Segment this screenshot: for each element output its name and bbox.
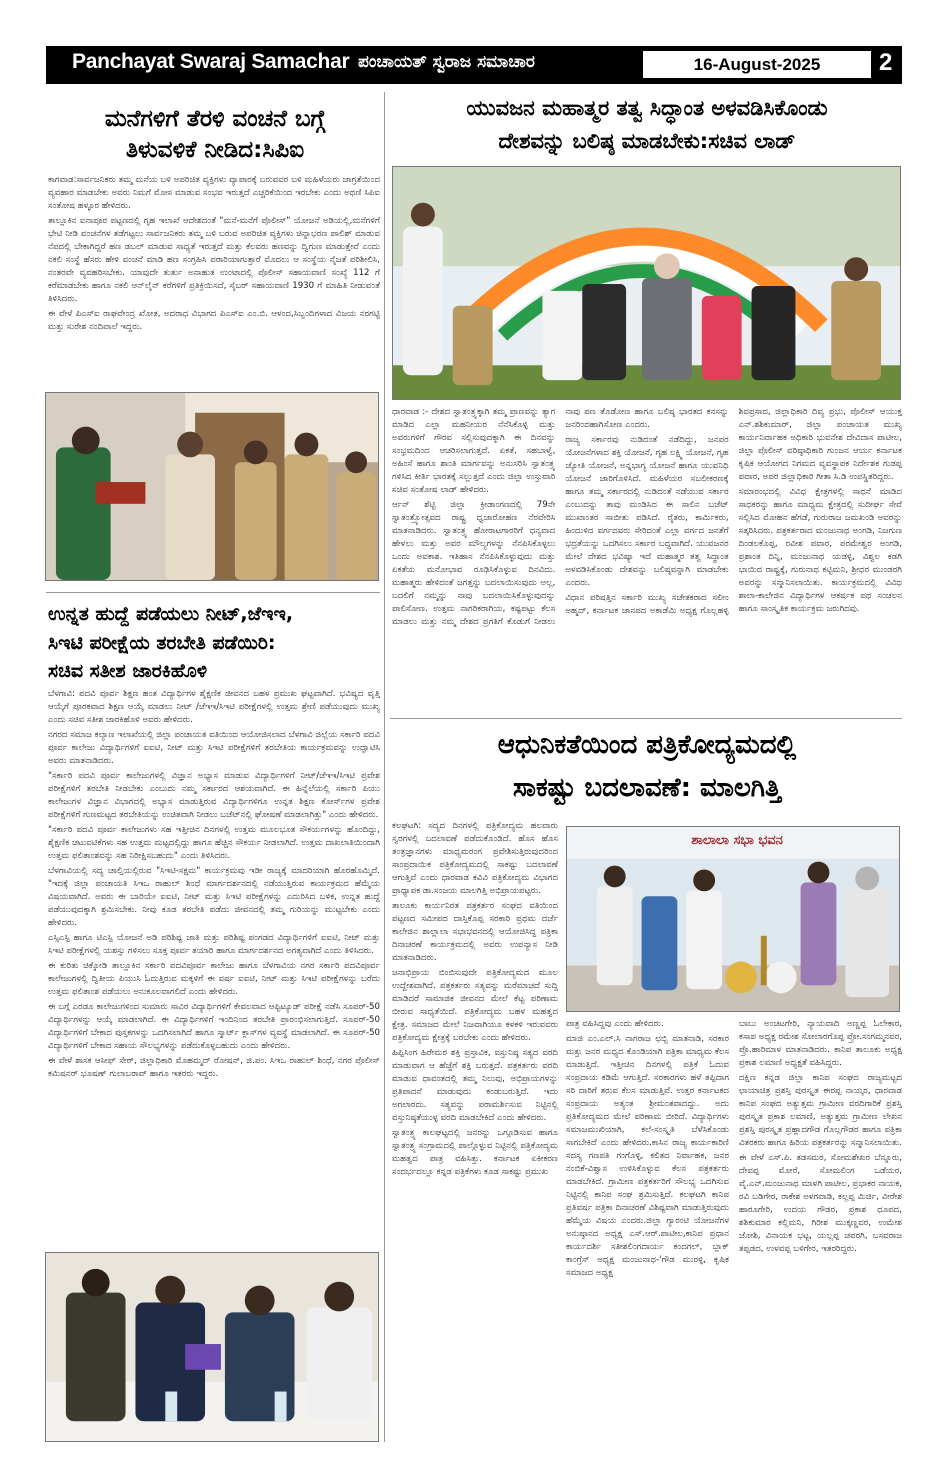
- article1-paragraph: ಈ ವೇಳೆ ಪಿಎಸ್ಐ ರಾಘವೇಂದ್ರ ಖೋತ, ಅದರಾಧ ವಿಭಾಗದ ಪಿಎಸ್ಐ ಎಂ.ಬಿ. ಆಳಂದ,ಸಿಬ್ಬಂದಿಗಳಾದ ವಿಜಯ ನರಗಟ್ಟಿ ಮತ್ತು ಸುರೇಶ ನಂದಿವಾಲೆ ಇದ್ದರು.: [48, 309, 380, 332]
- article2-paragraph: ಈ ವೇಳೆ ಶಾಸಕ ಆಸೀಫ್ ಸೇಠ್, ಜಿಲ್ಲಾಧಿಕಾರಿ ಮೊಹಮ್ಮದ್ ರೋಷನ್, ಜಿ.ಪಂ. ಸಿಇಒ ರಾಹುಲ್ ಶಿಂಧೆ, ನಗರ ಪೊಲೀಸ್ ಕಮಿಷನರ್ ಭೂಷಣ್ ಗುಲಾಬರಾವ್ ಹಾಗೂ ಇತರರು ಇದ್ದರು.: [48, 1056, 380, 1079]
- article2-headline: [48, 600, 382, 686]
- article2-headline-line3: ಸಚಿವ ಸತೀಶ ಜಾರಕಿಹೊಳಿ: [48, 660, 208, 682]
- article-divider: [46, 592, 380, 593]
- article1-paragraph: ತಾಲ್ಲೂಕಿನ ಐನಾಪೂರ ಪಟ್ಟಣದಲ್ಲಿ ಗೃಹ ಇಲಾಖೆ ಆದೇಶದಂತೆ "ಮನೆ-ಮನೆಗೆ ಪೊಲೀಸ್" ಯೋಜನೆ ಅಡಿಯಲ್ಲಿ,ಮನೆಗಳಿಗೆ ಭೇಟಿ ನೀಡಿ ವಂಚನೆಗಳ ತಡೆಗಟ್ಟಲು ಸಾರ್ವಜನಿಕರು ತಮ್ಮ ಬಳಿ ಬರುವ ಅಪರಿಚಿತ ವ್ಯಕ್ತಿಗಳು ಚಿನ್ನಾಭರಣ ಪಾಲಿಶ್ ಮಾಡುವ ನೆಪದಲ್ಲಿ ಬೇಕಾಗಿದ್ದರೆ ಹಣ ಡಬಲ್ ಮಾಡುವ ಸಾಧ್ಯತೆ ಇರುತ್ತದೆ ಮತ್ತು ಕೆಲವರು ಹಣವನ್ನು ದ್ವಿಗುಣ ಮಾಡುತ್ತೇವೆ ಎಂದು ನಕಲಿ ಸಂಸ್ಥೆ ಹೆಸರು ಹೇಳಿ ವಂಚನೆ ಮಾಡಿ ಹಣ ಸಂಗ್ರಹಿಸಿ ಪರಾರಿಯಾಗುತ್ತಾರೆ ಮೊದಲು ಆ ಸಂಸ್ಥೆಯ ನೈಜತೆ ಪರಿಶೀಲಿಸಿ, ನಂತರವೇ ವ್ಯವಹರಿಸಬೇಕು. ಯಾವುದೇ ತುರ್ತು ಅನಾಹುತ ಉಂಟಾದಲ್ಲಿ ಪೊಲೀಸ್ ಸಹಾಯವಾಣಿ ಸಂಖ್ಯೆ 112 ಗೆ ಕರೆಮಾಡಬೇಕು ಹಾಗೂ ನಕಲಿ ಆನ್‌ಲೈನ್ ಕರೆಗಳಿಗೆ ಪ್ರತಿಕ್ರಿಯಿಸದೆ, ಸೈಬರ್ ಸಹಾಯವಾಣಿ 1930 ಗೆ ಮಾಹಿತಿ ನೀಡುವಂತೆ ತಿಳಿಸಿದರು.: [48, 216, 380, 304]
- article2-paragraph: ಬೆಳಗಾವಿ: ಪದವಿ ಪೂರ್ವ ಶಿಕ್ಷಣ ಹಂತ ವಿದ್ಯಾರ್ಥಿಗಳ ಶೈಕ್ಷಣಿಕ ಜೀವನದ ಬಹಳ ಪ್ರಮುಖ ಘಟ್ಟವಾಗಿದೆ. ಭವಿಷ್ಯದ ವೃತ್ತಿ ಆಯ್ಕೆಗೆ ಪೂರಕವಾದ ಶಿಕ್ಷಣ ಆಯ್ಕೆ ಮಾಡಲು ನೀಟ್ /ಜೆಇಇ/ಸಿಇಟಿ ಪರೀಕ್ಷೆಗಳಲ್ಲಿ ಉತ್ತಮ ಶ್ರೇಣಿ ಪಡೆಯುವುದು ಮುಖ್ಯ ಎಂದು ಸಚಿವ ಸತೀಶ ಜಾರಕಿಹೊಳಿ ಅವರು ಹೇಳಿದರು.: [48, 689, 380, 725]
- article4-body-left: [392, 820, 558, 1442]
- article1-photo: [45, 392, 379, 581]
- article4-headline: [390, 724, 904, 810]
- article4-paragraph: ಸ್ವಾತಂತ್ರ್ಯ ಕಾಲಘಟ್ಟದಲ್ಲಿ ಜನರನ್ನು ಒಗ್ಗೂಡಿಸುವ ಹಾಗೂ ಸ್ವಾತಂತ್ರ್ಯ ಸಂಗ್ರಾಮದಲ್ಲಿ ಪಾಲ್ಗೊಳ್ಳುವ ನಿಟ್ಟಿನಲ್ಲಿ ಪತ್ರಿಕೋದ್ಯಮ ಮಹತ್ವದ ಪಾತ್ರ ವಹಿಸಿತ್ತು. ಕರ್ನಾಟಕ ಏಕೀಕರಣ ಸಂದರ್ಭದಲ್ಲೂ ಕನ್ನಡ ಪತ್ರಿಕೆಗಳು ಕೂಡ ಸಾಕಷ್ಟು ಪ್ರಮುಖ: [392, 1128, 558, 1177]
- article3-paragraph: ರಾಜ್ಯ ಸರ್ಕಾರವು ನುಡಿದಂತೆ ನಡೆದಿದ್ದು, ಜನಪರ ಯೋಜನೆಗಳಾದ ಶಕ್ತಿ ಯೋಜನೆ, ಗೃಹ ಲಕ್ಷ್ಮಿ ಯೋಜನೆ, ಗೃಹ ಜ್ಯೋತಿ ಯೋಜನೆ, ಅನ್ನಭಾಗ್ಯ ಯೋಜನೆ ಹಾಗೂ ಯುವನಿಧಿ ಯೋಜನೆ ಜಾರಿಗೊಳಿಸಿದೆ. ಮಹಿಳೆಯರ ಸಬಲೀಕರಣಕ್ಕೆ ಹಾಗೂ ತಮ್ಮ ಸರ್ಕಾರದಲ್ಲಿ ನುಡಿದಂತೆ ನಡೆಯುವ ಸರ್ಕಾರ ಎಂಬುದನ್ನು ತಾವು ಮಂಡಿಸಿದ ಈ ಸಾಲಿನ ಬಜೆಟ್ ಮುಖಾಂತರ ಸಾಬೀತು ಪಡಿಸಿದೆ. ರೈತರು, ಕಾರ್ಮಿಕರು, ಹಿಂದುಳಿದ ವರ್ಗದವರು ಸೇರಿದಂತೆ ಎಲ್ಲಾ ವರ್ಗದ ಜನತೆಗೆ ಭದ್ರತೆಯನ್ನು ಒದಗಿಸಲು ಸರ್ಕಾರ ಬದ್ಧವಾಗಿದೆ. ಯುವಜನರ ಮೇಲೆ ದೇಶದ ಭವಿಷ್ಯಾ ಇದೆ ಮಹಾತ್ಮರ ತತ್ವ ಸಿದ್ಧಾಂತ ಅಳವಡಿಸಿಕೊಂಡು ದೇಶವನ್ನು ಬಲಿಷ್ಠವನ್ನಾಗಿ ಮಾಡಬೇಕು ಎಂದರು.: [565, 435, 729, 588]
- article4-headline-line2: ಸಾಕಷ್ಟು ಬದಲಾವಣೆ: ಮಾಲಗಿತ್ತಿ: [512, 772, 781, 803]
- article1-headline: [48, 104, 382, 166]
- article2-headline-line1: ಉನ್ನತ ಹುದ್ದೆ ಪಡೆಯಲು ನೀಟ್,ಜೆಇಇ,: [48, 603, 294, 625]
- article2-paragraph: ಬೆಳಗಾವಿಯಲ್ಲಿ ಸದ್ಯ ಚಾಲ್ತಿಯಲ್ಲಿರುವ "ಸಿಇಟಿ-ಸಕ್ಷಮ" ಕಾರ್ಯಕ್ರಮವು ಇಡೀ ರಾಜ್ಯಕ್ಕೆ ಮಾದರಿಯಾಗಿ ಹೊರಹೊಮ್ಮಿದೆ. "ಇದಕ್ಕೆ ಜಿಲ್ಲಾ ಪಂಚಾಯತಿ ಸಿಇಒ ರಾಹುಲ್ ಶಿಂಧೆ ಮಾರ್ಗದರ್ಶನದಲ್ಲಿ ನಡೆಯುತ್ತಿರುವ ಕಾರ್ಯಕ್ರಮದ ಹೆಮ್ಮೆಯ ವಿಷಯವಾಗಿದೆ. ಅವರು ಈ ಬಾರಿಯೇ ಐಐಟಿ, ನೀಟ್ ಮತ್ತು ಸಿಇಟಿ ಪರೀಕ್ಷೆಗಳನ್ನು ಎದುರಿಸಿದ ಬಳಿಕ, ಉನ್ನತ ಹುದ್ದೆ ಪಡೆಯುವುದಕ್ಕಾಗಿ ಶ್ರಮಿಸಬೇಕು. ನೀವು ಕೂಡ ತರಬೇತಿ ಪಡೆದು ಜೀವನದಲ್ಲಿ ತಮ್ಮ ಗುರಿಯನ್ನು ಮುಟ್ಟಬೇಕು ಎಂದು ಹೇಳಿದರು.: [48, 866, 380, 928]
- article4-body-right: [566, 1018, 902, 1442]
- article1-body: [48, 174, 380, 384]
- article4-paragraph: ತಾಲೂಕು ಕಾರ್ಯನಿರತ ಪತ್ರಕರ್ತರ ಸಂಘದ ವತಿಯಿಂದ ಪಟ್ಟಣದ ಸಮೀಪದ ದಾಸ್ತಿಕೊಪ್ಪ ಸರಕಾರಿ ಪ್ರಥಮ ದರ್ಜೆ ಕಾಲೇಜಿನ ಶಾಲ್ಲಾಲಾ ಸಭಾಭವನದಲ್ಲಿ ಆಯೋಜಿಸಿದ್ದ ಪತ್ರಿಕಾ ದಿನಾಚರಣೆ ಕಾರ್ಯಕ್ರಮದಲ್ಲಿ ಅವರು ಉಪನ್ಯಾಸ ನೀಡಿ ಮಾತನಾಡಿದರು.: [392, 901, 558, 963]
- article3-photo: [392, 166, 901, 400]
- page-number: 2: [879, 49, 893, 76]
- article2-paragraph: "ಸರ್ಕಾರಿ ಪದವಿ ಪೂರ್ವ ಕಾಲೇಜುಗಳಲ್ಲಿ ವಿಜ್ಞಾನ ಅಭ್ಯಾಸ ಮಾಡುವ ವಿದ್ಯಾರ್ಥಿಗಳಿಗೆ ನೀಟ್/ಜೆಇಇ/ಸಿಇಟಿ ಪ್ರವೇಶ ಪರೀಕ್ಷೆಗಳಿಗೆ ತರಬೇತಿ ನೀಡಬೇಕು ಎಂಬುದು ನಮ್ಮ ಸರ್ಕಾರದ ಆಶಯವಾಗಿದೆ. ಈ ಹಿನ್ನೆಲೆಯಲ್ಲಿ ಸರ್ಕಾರಿ ಪಿಯು ಕಾಲೇಜುಗಳ ವಿಜ್ಞಾನ ವಿಭಾಗದಲ್ಲಿ ಅಭ್ಯಾಸ ಮಾಡುತ್ತಿರುವ ವಿದ್ಯಾರ್ಥಿಗಳಿಗೂ ಉನ್ನತ ಶಿಕ್ಷಣ ಕೋರ್ಸ್‌ಗಳ ಪ್ರವೇಶ ಪರೀಕ್ಷೆಗಳಿಗೆ ಗುಣಮಟ್ಟದ ತರಬೇತಿಯನ್ನು ಉಚಿತವಾಗಿ ನೀಡಲು ಬಜೆಟ್‌ನಲ್ಲಿ ಘೋಷಣೆ ಮಾಡಲಾಗಿತ್ತು" ಎಂದು ಹೇಳಿದರು.: [48, 771, 380, 820]
- article4-paragraph: ಕಲಘಟಗಿ: ಸದ್ಯದ ದಿನಗಳಲ್ಲಿ ಪತ್ರಿಕೋದ್ಯಮ ಹಲವಾರು ಸ್ವರಗಳಲ್ಲಿ ಬದಲಾವಣೆ ಪಡೆದುಕೊಂಡಿದೆ. ಹೊಸ ಹೊಸ ತಂತ್ರಜ್ಞಾನಗಳು ಮಾಧ್ಯಮರಂಗ ಪ್ರವೇಶಿಸುತ್ತಿರುವುದರಿಂದ ಸಾಂಪ್ರದಾಯಿಕ ಪತ್ರಿಕೋದ್ಯಮದಲ್ಲಿ ಸಾಕಷ್ಟು ಬದಲಾವಣೆ ಆಗುತ್ತಿವೆ ಎಂದು ಧಾರವಾಡ ಕವಿವಿ ಪತ್ರಿಕೋದ್ಯಮ ವಿಭಾಗದ ಪ್ರಾಧ್ಯಾಪಕ ಡಾ.ಸಂಜಯ ಮಾಲಗಿತ್ತಿ ಅಭಿಪ್ರಾಯಪಟ್ಟರು.: [392, 821, 558, 896]
- article1-headline-line2: ತಿಳುವಳಿಕೆ ನೀಡಿದ:ಸಿಪಿಐ: [125, 137, 305, 164]
- article4-headline-line1: ಆಧುನಿಕತೆಯಿಂದ ಪತ್ರಿಕೋದ್ಯಮದಲ್ಲಿ: [497, 730, 797, 760]
- article3-paragraph: ವಿಧಾನ ಪರಿಷತ್ತಿನ ಸರ್ಕಾರಿ ಮುಖ್ಯ ಸಚೇತಕರಾದ ಸಲೀಂ ಅಹ್ಮದ್, ಕರ್ನಾಟಕ ಜಾನಪದ ಅಕಾಡೆಮಿ ಅಧ್ಯಕ್ಷ ಗೊಲ್ಲಹಳ್ಳಿ ಶಿವಪ್ರಸಾದ, ಜಿಲ್ಲಾಧಿಕಾರಿ ದಿವ್ಯ ಪ್ರಭು, ಪೊಲೀಸ್ ಆಯುಕ್ತ ಎನ್.ಶಶಿಕುಮಾರ್, ಜಿಲ್ಲಾ ಪಂಚಾಯತ ಮುಖ್ಯ ಕಾರ್ಯನಿರ್ವಾಹಕ ಅಧಿಕಾರಿ ಭುವನೇಶ ದೇವಿದಾಸ ಪಾಟೀಲ, ಜಿಲ್ಲಾ ಪೊಲೀಸ್ ವರಿಷ್ಠಾಧಿಕಾರಿ ಗುಂಜನ ಆರ್ಯ ಕರ್ನಾಟಕ ಕೃಷಿಕ ಆಯೋಗದ ನಿಗಮದ ವ್ಯವಸ್ಥಾಪಕ ನಿರ್ದೇಶಕ ಗುಡಪ್ಪ ಪವಾರ, ಅಪರ ಜಿಲ್ಲಾಧಿಕಾರಿ ಗೀತಾ ಸಿ.ಡಿ ಉಪಸ್ಥಿತರಿದ್ದರು.: [565, 407, 902, 616]
- article-divider: [390, 718, 902, 719]
- article2-paragraph: ಎಸ್ಸಿಎಸ್ಪಿ ಹಾಗೂ ಟಿಎಸ್ಪಿ ಯೋಜನೆ ಅಡಿ ಪರಿಶಿಷ್ಟ ಜಾತಿ ಮತ್ತು ಪರಿಶಿಷ್ಟ ಪಂಗಡದ ವಿದ್ಯಾರ್ಥಿಗಳಿಗೆ ಐಐಟಿ, ನೀಟ್ ಮತ್ತು ಸಿಇಟಿ ಪರೀಕ್ಷೆಗಳಲ್ಲಿ ಯಶಸ್ಸು ಗಳಿಸಲು ಸೂಕ್ತ ಪೂರ್ವ ತಯಾರಿ ಹಾಗೂ ಮಾರ್ಗದರ್ಶನದ ಅಗತ್ಯವಾಗಿದೆ ಎಂದು ತಿಳಿಸಿದರು.: [48, 933, 380, 956]
- masthead-title-en: Panchayat Swaraj Samachar: [72, 50, 350, 73]
- column-divider: [384, 92, 385, 1442]
- article4-paragraph: ಪಾತ್ರ ವಹಿಸಿದ್ದವು ಎಂದು ಹೇಳಿದರು.: [566, 1019, 664, 1029]
- article2-body: [48, 688, 380, 1244]
- article2-paragraph: ಈ ಕುರಿತು ಚಿಕ್ಕೋಡಿ ತಾಲ್ಲೂಕಿನ ಸರ್ಕಾರಿ ಪದವಿಪೂರ್ವ ಕಾಲೇಜು ಹಾಗೂ ಬೆಳಗಾವಿಯ ನಗರ ಸರ್ಕಾರಿ ಪದವಿಪೂರ್ವ ಕಾಲೇಜುಗಳಲ್ಲಿ ದ್ವಿತೀಯ ಪಿಯುಸಿ ಓದುತ್ತಿರುವ ಮಕ್ಕಳಿಗೆ ಈ ವರ್ಷ ಐಐಟಿ, ನೀಟ್ ಮತ್ತು ಸಿಇಟಿ ಪರೀಕ್ಷೆಗಳನ್ನು ಬರೆದು ಉತ್ತಮ ಫಲಿತಾಂಶ ಪಡೆಯಲು ಅನುಕೂಲವಾಗಲಿದೆ ಎಂದು ಹೇಳಿದರು.: [48, 961, 380, 997]
- article4-paragraph: ದಕ್ಷಿಣ ಕನ್ನಡ ಜಿಲ್ಲಾ ಕಾನಿಪ ಸಂಘದ ರಾಜ್ಯಮಟ್ಟದ ಛಾಯಾಚಿತ್ರ ಪ್ರಶಸ್ತಿ ಪುರಸ್ಕೃತ ಈರಪ್ಪ ನಾಯ್ಕರ, ಧಾರವಾಡ ಕಾನಿಪ ಸಂಘದ ಅತ್ಯುತ್ತಮ ಗ್ರಾಮೀಣ ವರದಿಗಾರಿಕೆ ಪ್ರಶಸ್ತಿ ಪುರಸ್ಕೃತ ಪ್ರಕಾಶ ಲಮಾಣಿ, ಅತ್ಯುತ್ತಮ ಗ್ರಾಮೀಣ ಲೇಖನ ಪ್ರಶಸ್ತಿ ಪುರಸ್ಕೃತ ಪ್ರಹ್ಲಾದಗೌಡ ಗೊಲ್ಲಗೌಡರ ಹಾಗೂ ಪತ್ರಿಕಾ ವಿತರಕರು ಹಾಗೂ ಹಿರಿಯ ಪತ್ರಕರ್ತರನ್ನು ಸನ್ಮಾನಿಸಲಾಯಿತು.: [739, 1073, 902, 1148]
- article2-paragraph: "ಸರ್ಕಾರಿ ಪದವಿ ಪೂರ್ವ ಕಾಲೇಜುಗಳು ಸಹ ಇತ್ತೀಚಿನ ದಿನಗಳಲ್ಲಿ ಉತ್ತಮ ಮೂಲಭೂತ ಸೌಕರ್ಯಗಳನ್ನು ಹೊಂದಿದ್ದು, ಶೈಕ್ಷಣಿಕ ಚಟುವಟಿಕೆಗಳು ಸಹ ಉತ್ತಮ ಮಟ್ಟದಲ್ಲಿದ್ದು ಹಾಗೂ ಹೆಚ್ಚಿನ ಸೌಕರ್ಯ ನೀಡಲಾಗಿದೆ. ಉತ್ತಮ ದಾಖಲಾತಿಯಿಂದಾಗಿ ಉತ್ತಮ ಫಲಿತಾಂಶವನ್ನು ಸಹ ನಿರೀಕ್ಷಿಸಬಹುದು" ಎಂದು ತಿಳಿಸಿದರು.: [48, 825, 380, 861]
- article3-paragraph: ಸಮಾರಂಭದಲ್ಲಿ ವಿವಿಧ ಕ್ಷೇತ್ರಗಳಲ್ಲಿ ಸಾಧನೆ ಮಾಡಿದ ಸಾಧಕರನ್ನು ಹಾಗೂ ಮಾಧ್ಯಮ ಕ್ಷೇತ್ರದಲ್ಲಿ ಸುದೀರ್ಘ ಸೇವೆ ಸಲ್ಲಿಸಿದ ಮೋಹನ ಹೆಗಡೆ, ಗುರುರಾಜ ಜಮಖಂಡಿ ಅವರನ್ನು ಸತ್ಕರಿಸಿದರು. ಪತ್ರಕರ್ತರಾದ ಮಂಜುನಾಥ ಅಂಗಡಿ, ನಿಜಗುಣ ದಿಂಡಲಕೊಪ್ಪ, ರವೀಶ ಪವಾರ, ಪರಮೇಶ್ವರ ಅಂಗಡಿ, ಪ್ರಶಾಂತ ದಿನ್ನಿ, ಮಂಜುನಾಥ ಯಡಳ್ಳಿ, ವಿಶ್ವಲ ಕಡಗಿ ಭಾಯಿದ ರಾಷ್ಟ್ರಕ್ಕೆ, ಗುರುನಾಥ ಕಟ್ಟಿಮನಿ, ಶ್ರೀಧರ ಮುಂಡರಗಿ ಅವರನ್ನು ಸನ್ಮಾನಿಸಲಾಯಿತು. ಕಾರ್ಯಕ್ರಮದಲ್ಲಿ ವಿವಿಧ ಶಾಲಾ-ಕಾಲೇಜಿನ ವಿದ್ಯಾರ್ಥಿಗಳ ಆಕರ್ಷಕ ಪಥ ಸಂಚಲನ ಹಾಗೂ ಸಾಂಸ್ಕೃತಿಕ ಕಾರ್ಯಕ್ರಮ ಜರುಗಿದವು.: [738, 487, 902, 614]
- article2-paragraph: ಈ ಬಗ್ಗೆ ಎರಡೂ ಕಾಲೇಜುಗಳಿಂದ ಸುಮಾರು ಸಾವಿರ ವಿದ್ಯಾರ್ಥಿಗಳಿಗೆ ಕೇವಲವಾದ ಆಪ್ಟಿಟ್ಯೂಡ್ ಪರೀಕ್ಷೆ ನಡೆಸಿ ಸೂಪರ್-50 ವಿದ್ಯಾರ್ಥಿಗಳನ್ನು ಆಯ್ಕೆ ಮಾಡಲಾಗಿದೆ. ಈ ವಿದ್ಯಾರ್ಥಿಗಳಿಗೆ ಇಂದಿನಿಂದ ತರಬೇತಿ ಪ್ರಾರಂಭಿಸಲಾಗುತ್ತಿದೆ. ಸೂಪರ್-50 ವಿದ್ಯಾರ್ಥಿಗಳಿಗೆ ಬೇಕಾದ ಪುಸ್ತಕಗಳನ್ನು ಒದಗಿಸಲಾಗಿದೆ ಹಾಗೂ ಸ್ಮಾರ್ಟ್ ಕ್ಲಾಸ್‌ಗಳ ವ್ಯವಸ್ಥೆ ಮಾಡಲಾಗಿದೆ. ಈ ಸೂಪರ್-50 ವಿದ್ಯಾರ್ಥಿಗಳಿಗೆ ಬೇಕಾದ ಸಹಾಯ ಸೌಲಭ್ಯಗಳನ್ನು ಪಡೆದುಕೊಳ್ಳಬಹುದು ಎಂದು ಹೇಳಿದರು.: [48, 1002, 380, 1051]
- article3-headline-line2: ದೇಶವನ್ನು ಬಲಿಷ್ಠ ಮಾಡಬೇಕು:ಸಚಿವ ಲಾಡ್: [498, 128, 796, 153]
- article1-headline-line1: ಮನೆಗಳಿಗೆ ತೆರಳಿ ವಂಚನೆ ಬಗ್ಗೆ: [104, 106, 326, 132]
- article3-paragraph: ರ್ಆನ್ ಶೆಟ್ಟಿ ಜಿಲ್ಲಾ ಕ್ರೀಡಾಂಗಣದಲ್ಲಿ 79ನೇ ಸ್ವಾತಂತ್ರ್ಯೋತ್ಸವದ ರಾಷ್ಟ್ರ ಧ್ವಜಾರೋಹಣ ನೆರವೇರಿಸಿ ಮಾತನಾಡಿದರು. ಸ್ವಾತಂತ್ರ್ಯ ಹೋರಾಟಗಾರರಿಗೆ ಧನ್ಯವಾದ ಹೇಳಲು ಮತ್ತು ಅವರ ಮೌಲ್ಯಗಳನ್ನು ನೆನಪಿಸಿಕೊಳ್ಳಲು ಒಂದು ಅವಕಾಶ. ಇತಿಹಾಸ ನೆನಪಿಸಿಕೊಳ್ಳುವುದು ಮತ್ತು ಏಕತೆಯ ಮನೋಭಾವ ರೂಢಿಸಿಕೊಳ್ಳುವ ದಿನವಿದು. ಮಹಾತ್ಮರು ಹೇಳಿದಂತೆ ಜಗತ್ತನ್ನು ಬದಲಾಯಿಸುವುದು ಅಲ್ಲ, ಬದಲಿಗೆ ನಮ್ಮನ್ನು ನಾವು ಬದಲಾಯಿಸಿಕೊಳ್ಳುವುದನ್ನು ಪಾಲಿಸೋಣ. ಉತ್ತಮ ನಾಗರಿಕರಾಗಿಯ, ಕಷ್ಟಪಟ್ಟು ಕೆಲಸ ಮಾಡಲು ಮತ್ತು ನಮ್ಮ ದೇಶದ ಪ್ರಗತಿಗೆ ಕೊಡುಗೆ ನೀಡಲು ನಾವು ಪಣ ತೊಡೋಣ ಹಾಗೂ ಬಲಿಷ್ಠ ಭಾರತದ ಕನಸನ್ನು ಜನರಿಂದಹಾಗಿಸೋಣ ಎಂದರು.: [392, 407, 729, 627]
- article2-paragraph: ನಗರದ ಸಮಾಜ ಕಲ್ಯಾಣ ಇಲಾಖೆಯಲ್ಲಿ ಜಿಲ್ಲಾ ಪಂಚಾಯತ ವತಿಯಿಂದ ಆಯೋಜಿಸಲಾದ ಬೆಳಗಾವಿ ಜಿಲ್ಲೆಯ ಸರ್ಕಾರಿ ಪದವಿ ಪೂರ್ವ ಕಾಲೇಜು ವಿದ್ಯಾರ್ಥಿಗಳಿಗೆ ಐಐಟಿ, ನೀಟ್ ಮತ್ತು ಸಿಇಟಿ ಪರೀಕ್ಷೆಗಳಿಗೆ ತರಬೇತಿಯ ಕಾರ್ಯಕ್ರಮವನ್ನು ಉದ್ಘಾಟಿಸಿ ಅವರು ಮಾತನಾಡಿದರು.: [48, 730, 380, 766]
- article4-paragraph: ಈ ವೇಳೆ ಎಸ್.ಪಿ. ತಡಸಮಠ, ಸೋಮಶೇಖರ ಬೆನ್ನೂರು, ದೇವಪ್ಪ ಮೋರೆ, ಸೋಮಲಿಂಗ ಒಡೆಯರ, ವೈ.ಎನ್.ಮಂಜುನಾಥ ಮಾಳಗಿ ಪಾಟೀಲ, ಪ್ರಭಾಕರ ನಾಯಕ, ರವಿ ಬಡಿಗೇರ, ರಾಕೇಶ ಅಳಗವಾಡಿ, ಕಲ್ಲಪ್ಪ ಮಿರ್ಜಿ, ವೀರೇಶ ಹಾರೂಗೇರಿ, ಉದಯ ಗೌಡರ, ಪ್ರಕಾಶ ಧೂಪದ, ಶಶಿಕುಮಾರ ಕಲ್ಲಿಮನಿ, ಗಿರೀಶ ಮುಕ್ಕಣ್ಣವರ, ಉಮೇಶ ಜೋಶಿ, ವಿನಾಯಕ ಭಟ್ಟ, ಯಲ್ಲಪ್ಪ ಚವರಗಿ, ಬಸವರಾಜ ತಪ್ಪಡದ, ಉಳವಪ್ಪ ಬಳಿಗೇರ, ಇತರರಿದ್ದರು.: [739, 1153, 902, 1254]
- article4-paragraph: ಮಾಜಿ ಎಂ.ಎಲ್.ಸಿ ನಾಗರಾಜ ಛಬ್ಬಿ ಮಾತನಾಡಿ, ಸರಕಾರ ಮತ್ತು ಜನರ ಮಧ್ಯದ ಕೊಂಡಿಯಾಗಿ ಪತ್ರಿಕಾ ಮಾಧ್ಯಮ ಕೆಲಸ ಮಾಡುತ್ತಿದೆ. ಇತ್ತೀಚಿನ ದಿನಗಳಲ್ಲಿ ಪತ್ರಿಕೆ ಓದುವ ಸಂಪ್ರದಾಯ ಕಡಿಮೆ ಆಗುತ್ತಿದೆ. ಸರಕಾರಗಳು ಹಳೆ ತಪ್ಪಿದಾಗ ಸರಿ ದಾರಿಗೆ ತರುವ ಕೆಲಸ ಮಾಡುತ್ತಿವೆ. ಉತ್ತರ ಕರ್ನಾಟಕದ ಸಂಪ್ರದಾಯ ಅತ್ಯಂತ ಶ್ರೀಮಂತವಾದದ್ದು. ಅದು ಪ್ರತಿಕೋದ್ಯಮದ ಮೇಲೆ ಪರಿಣಾಮ ಬೀರಿದೆ. ವಿದ್ಯಾರ್ಥಿಗಳು ಸಮಾಜಮುಖಿಯಾಗಿ, ಕಲೆ-ಸಂಸ್ಕೃತಿ ಬೆಳೆಸಿಕೊಂಡು ಸಾಗಬೇಕಿದೆ ಎಂದು ಹೇಳಿದರು.ಕಾಸಿನ ರಾಜ್ಯ ಕಾರ್ಯಕಾರಿಣಿ ಸದಸ್ಯ ಗಣಪತಿ ಗಂಗೊಳ್ಳಿ, ಕಲಿತದ ನಿರ್ವಾಹಕ, ಜನರ ನಂಬಿಕೆ-ವಿಶ್ವಾಸ ಉಳಿಸಿಕೊಳ್ಳುವ ಕೆಲಸ ಪತ್ರಕರ್ತರು ಮಾಡಬೇಕಿದೆ. ಗ್ರಾಮೀಣ ಪತ್ರಕರ್ತರಿಗೆ ಸೌಲಭ್ಯ ಒದಗಿಸುವ ನಿಟ್ಟಿನಲ್ಲಿ ಕಾನಿಪ ಸಂಘ ಶ್ರಮಿಸುತ್ತಿದೆ. ಕಲಘಟಗಿ ಕಾನಿಪ ಪ್ರತಿವರ್ಷ ಪತ್ರಿಕಾ ದಿನಾಚರಣೆ ವಿಶಿಷ್ಟವಾಗಿ ಮಾಡುತ್ತಿರುವುದು ಹೆಮ್ಮೆಯ ವಿಷಯ ಎಂದರು.ಜಿಲ್ಲಾ ಗ್ಯಾರಂಟಿ ಯೋಜನೆಗಳ ಅನುಷ್ಠಾನದ ಅಧ್ಯಕ್ಷ ಎಸ್.ಆರ್.ಪಾಟೀಲ,ಕಾನಿಪ ಪ್ರಧಾನ ಕಾರ್ಯದರ್ಶಿ ಸತೀಶಲಿಂಗದಾರ್ಯ ಕಂದಗಲ್, ಬ್ಲಾಕ್ ಕಾಂಗ್ರೆಸ್ ಅಧ್ಯಕ್ಷ ಮಂಜುನಾಥ-'ಗೌಡ ಮುರಳ್ಳಿ, ಕೃಷಿಕ ಸಮಾಜದ ಅಧ್ಯಕ್ಷ: [566, 1034, 729, 1278]
- article3-headline: [390, 92, 904, 157]
- masthead-title-kn: ಪಂಚಾಯತ್ ಸ್ವರಾಜ ಸಮಾಚಾರ: [358, 52, 535, 72]
- article3-paragraph: ಧಾರವಾಡ :- ದೇಶದ ಸ್ವಾತಂತ್ರ್ಯಕ್ಕಾಗಿ ತಮ್ಮ ಪ್ರಾಣವನ್ನು ತ್ಯಾಗ ಮಾಡಿದ ಎಲ್ಲಾ ಮಹನೀಯರ ನೆನೆಸಿಕೊಳ್ಳಿ ಮತ್ತು ಅವರುಗಳಿಗೆ ಗೌರವ ಸಲ್ಲಿಸುವುದಕ್ಕಾಗಿ ಈ ದಿನವನ್ನು ಸಂಭ್ರಮದಿಂದ ಆಚರಿಸಲಾಗುತ್ತದೆ. ಏಕತೆ, ಸಹಬಾಳ್ವೆ, ಅಹಿಂಸೆ ಹಾಗೂ ಶಾಂತಿ ಮಾರ್ಗವನ್ನು ಅನುಸರಿಸಿ ಸ್ವಾತಂತ್ರ್ಯ ಗಳಿಸಿದ ಕೀರ್ತಿ ಭಾರತಕ್ಕೆ ಸಲ್ಲುತ್ತದೆ ಎಂದು ಜಿಲ್ಲಾ ಉಸ್ತುವಾರಿ ಸಚಿವ ಸಂತೋಷ ಲಾಡ್ ಹೇಳಿದರು.: [392, 407, 556, 495]
- article3-body: [392, 406, 902, 708]
- article2-headline-line2: ಸಿಇಟಿ ಪರೀಕ್ಷೆಯ ತರಬೇತಿ ಪಡೆಯಿರಿ:: [48, 631, 276, 654]
- article3-headline-line1: ಯುವಜನ ಮಹಾತ್ಮರ ತತ್ವ ಸಿದ್ಧಾಂತ ಅಳವಡಿಸಿಕೊಂಡು: [466, 96, 828, 120]
- article1-paragraph: ಕಾಗವಾಡ:ಸಾರ್ವಜನಿಕರು ತಮ್ಮ ಮನೆಯ ಬಳಿ ಅಪರಿಚಿತ ವ್ಯಕ್ತಿಗಳು ವ್ಯಾಪಾರಕ್ಕೆ ಬರುವವರ ಬಳಿ ಮಹಿಳೆಯರು ಜಾಗ್ರತೆಯಿಂದ ವ್ಯವಹಾರ ಮಾಡಬೇಕು ಅವರು ನಿಮಗೆ ಮೋಸ ಮಾಡುವ ಸಂಭವ ಇರುತ್ತದೆ ಎಚ್ಚರಿಕೆಯಿಂದ ಇರಬೇಕು ಎಂದು ಅಥಣಿ ಸಿಪಿಐ ಸಂತೋಷ ಹಳ್ಳೂರ ಹೇಳಿದರು.: [48, 175, 380, 211]
- article4-paragraph: ಬಾಬು ಅಂಚಟಗೇರಿ, ನ್ಯಾಯವಾದಿ ಅಣ್ಣಪ್ಪ ಓಲೇಕಾರ, ಕಸಾಪ ಅಧ್ಯಕ್ಷ ರಮೇಶ ಸೋಲಾರಗೊಪ್ಪ ಪ್ರೋ.ಸಂಗಮ್ಮನವರ, ಪ್ರೊ.ಹಾರಿಮಾಳ ಮಾತನಾಡಿದರು. ಕಾನಿಪ ತಾಲೂಕು ಅಧ್ಯಕ್ಷ ಪ್ರಕಾಶ ಲಮಾಣಿ ಅಧ್ಯಕ್ಷತೆ ವಹಿಸಿದ್ದರು.: [739, 1019, 902, 1068]
- article4-photo: [566, 826, 900, 1012]
- article2-photo: [45, 1252, 379, 1442]
- photo-sign-text: ಶಾಲಾಲಾ ಸಭಾ ಭವನ: [691, 833, 783, 848]
- article4-paragraph: ಜನಾಭಿಪ್ರಾಯ ಬಿಂಬಿಸುವುದೇ ಪತ್ರಿಕೋದ್ಯಮದ ಮೂಲ ಉದ್ದೇಶವಾಗಿದೆ. ಪತ್ರಕರ್ತರು ಸತ್ಯವನ್ನು ಮರೆಮಾಚದೆ ಸುದ್ದಿ ಮಾಡಿದರೆ ಸಾಮಾಜಿಕ ಜೀವನದ ಮೇಲೆ ಕೆಟ್ಟ ಪರಿಣಾಮ ಬೀರುವ ಸಾಧ್ಯತೆಯಿದೆ. ಪತ್ರಿಕೋದ್ಯಮ ಬಹಳ ಮಹತ್ವದ ಕ್ಷೇತ್ರ. ಸಮಾಜದ ಮೇಲೆ ನಿಜವಾಗಿಯೂ ಕಳಕಳಿ ಇರುವವರು ಪತ್ರಿಕೋದ್ಯಮ ಕ್ಷೇತ್ರಕ್ಕೆ ಬರಬೇಕು ಎಂದು ಹೇಳಿದರು.: [392, 968, 558, 1043]
- masthead-date: 16-August-2025: [643, 51, 871, 78]
- article4-paragraph: ಹಿಪ್ಪಿಸಿಂಗ ಹಿರೇಮಠ ಶಕ್ತಿ ಪ್ರಸ್ತಾವಿಕ, ವಸ್ತುನಿಷ್ಠ ಸತ್ಯದ ವರದಿ ಮಾಡುವಾಗ ಆ ಹೆಜ್ಜೆಗೆ ಶಕ್ತಿ ಬರುತ್ತದೆ. ಪತ್ರಕರ್ತರು ವರದಿ ಮಾಡುವ ಧಾವಂತದಲ್ಲಿ ತಮ್ಮ ನಿಲುವು, ಅಭಿಪ್ರಾಯಗಳನ್ನು ಪ್ರತಿಪಾದನೆ ಮಾಡುವುದು ಕಂಡುಬರುತ್ತಿದೆ. ಇದು ಅಗಲಾರದು. ಸತ್ಯವನ್ನು ಪರಾಮರ್ಶಿಸುವ ನಿಟ್ಟಿನಲ್ಲಿ ವಸ್ತುನಿಷ್ಠತೆಯುಳ್ಳ ವರದಿ ಮಾಡಬೇಕಿದೆ ಎಂದು ಹೇಳಿದರು.: [392, 1048, 558, 1123]
- masthead: [46, 46, 902, 84]
